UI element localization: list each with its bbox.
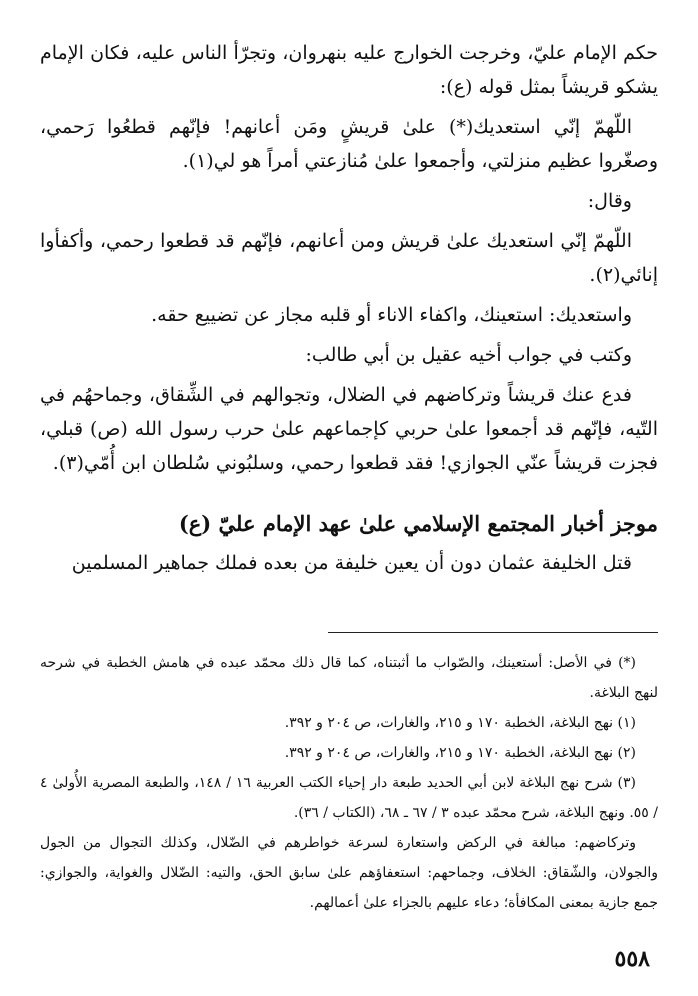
footnote-star: (*) في الأصل: أستعينك، والصّواب ما أثبتناه، كما قال ذلك محمّد عبده في هامش الخطبة في شرحه لنهج البلاغة. — [40, 655, 658, 701]
paragraph-supplication-2: اللّهمّ إنّي استعديك علىٰ قريش ومن أعانهم، فإنّهم قد قطعوا رحمي، وأكفأوا إنائي(٢). — [40, 230, 658, 286]
footnotes — [40, 648, 658, 918]
footnote-divider — [328, 632, 658, 633]
paragraph-intro: حكم الإمام عليّ، وخرجت الخوارج عليه بنهروان، وتجرّأ الناس عليه، فكان الإمام يشكو قريشاً بمثل قوله (ع): — [40, 42, 658, 98]
paragraph-and-he-said: وقال: — [587, 190, 632, 212]
paragraph-explanation: واستعديك: استعينك، واكفاء الاناء أو قلبه مجاز عن تضييع حقه. — [151, 304, 632, 326]
main-text — [40, 36, 658, 580]
footnote-3: (٣) شرح نهج البلاغة لابن أبي الحديد طبعة دار إحياء الكتب العربية ١٦ / ١٤٨، والطبعة المصرية الأُولىٰ ٤ / ٥٥. ونهج البلاغة، شرح محمّد عبده ٣ / ٦٧ ـ ٦٨، (الكتاب / ٣٦). — [40, 775, 658, 821]
paragraph-letter-intro: وكتب في جواب أخيه عقيل بن أبي طالب: — [305, 344, 632, 366]
paragraph-section-start: قتل الخليفة عثمان دون أن يعين خليفة من بعده فملك جماهير المسلمين — [71, 552, 632, 574]
paragraph-supplication-1: اللّهمّ إنّي استعديك(*) علىٰ قريشٍ ومَن أعانهم! فإنّهم قطعُوا رَحمي، وصغّروا عظيم منزلتي، وأجمعوا علىٰ مُنازعتي أمراً هو لي(١). — [40, 116, 658, 172]
section-heading: موجز أخبار المجتمع الإسلامي علىٰ عهد الإمام عليّ (ع) — [178, 511, 658, 536]
footnote-2: (٢) نهج البلاغة، الخطبة ١٧٠ و ٢١٥، والغارات، ص ٢٠٤ و ٣٩٢. — [284, 745, 636, 761]
page-number: ٥٥٨ — [614, 946, 650, 972]
paragraph-letter-text: فدع عنك قريشاً وتركاضهم في الضلال، وتجوالهم في الشِّقاق، وجماحهُم في التّيه، فإنّهم قد أجمعوا علىٰ حربي كإجماعهم علىٰ حرب رسول الله (ص) قبلي، فجزت قريشاً عنّي الجوازي! فقد قطعوا رحمي، وسلبُوني سُلطان ابن أُمّي(٣). — [40, 384, 658, 474]
footnote-1: (١) نهج البلاغة، الخطبة ١٧٠ و ٢١٥، والغارات، ص ٢٠٤ و ٣٩٢. — [284, 715, 636, 731]
footnote-glossary: وتركاضهم: مبالغة في الركض واستعارة لسرعة خواطرهم في الضّلال، وكذلك التجوال من الجول والجولان، والشّقاق: الخلاف، وجماحهم: استعفاؤهم علىٰ سابق الحق، والتيه: الضّلال والغواية، والجوازي: جمع جازية بمعنى المكافأة؛ دعاء عليهم بالجزاء علىٰ أعمالهم. — [40, 835, 658, 911]
